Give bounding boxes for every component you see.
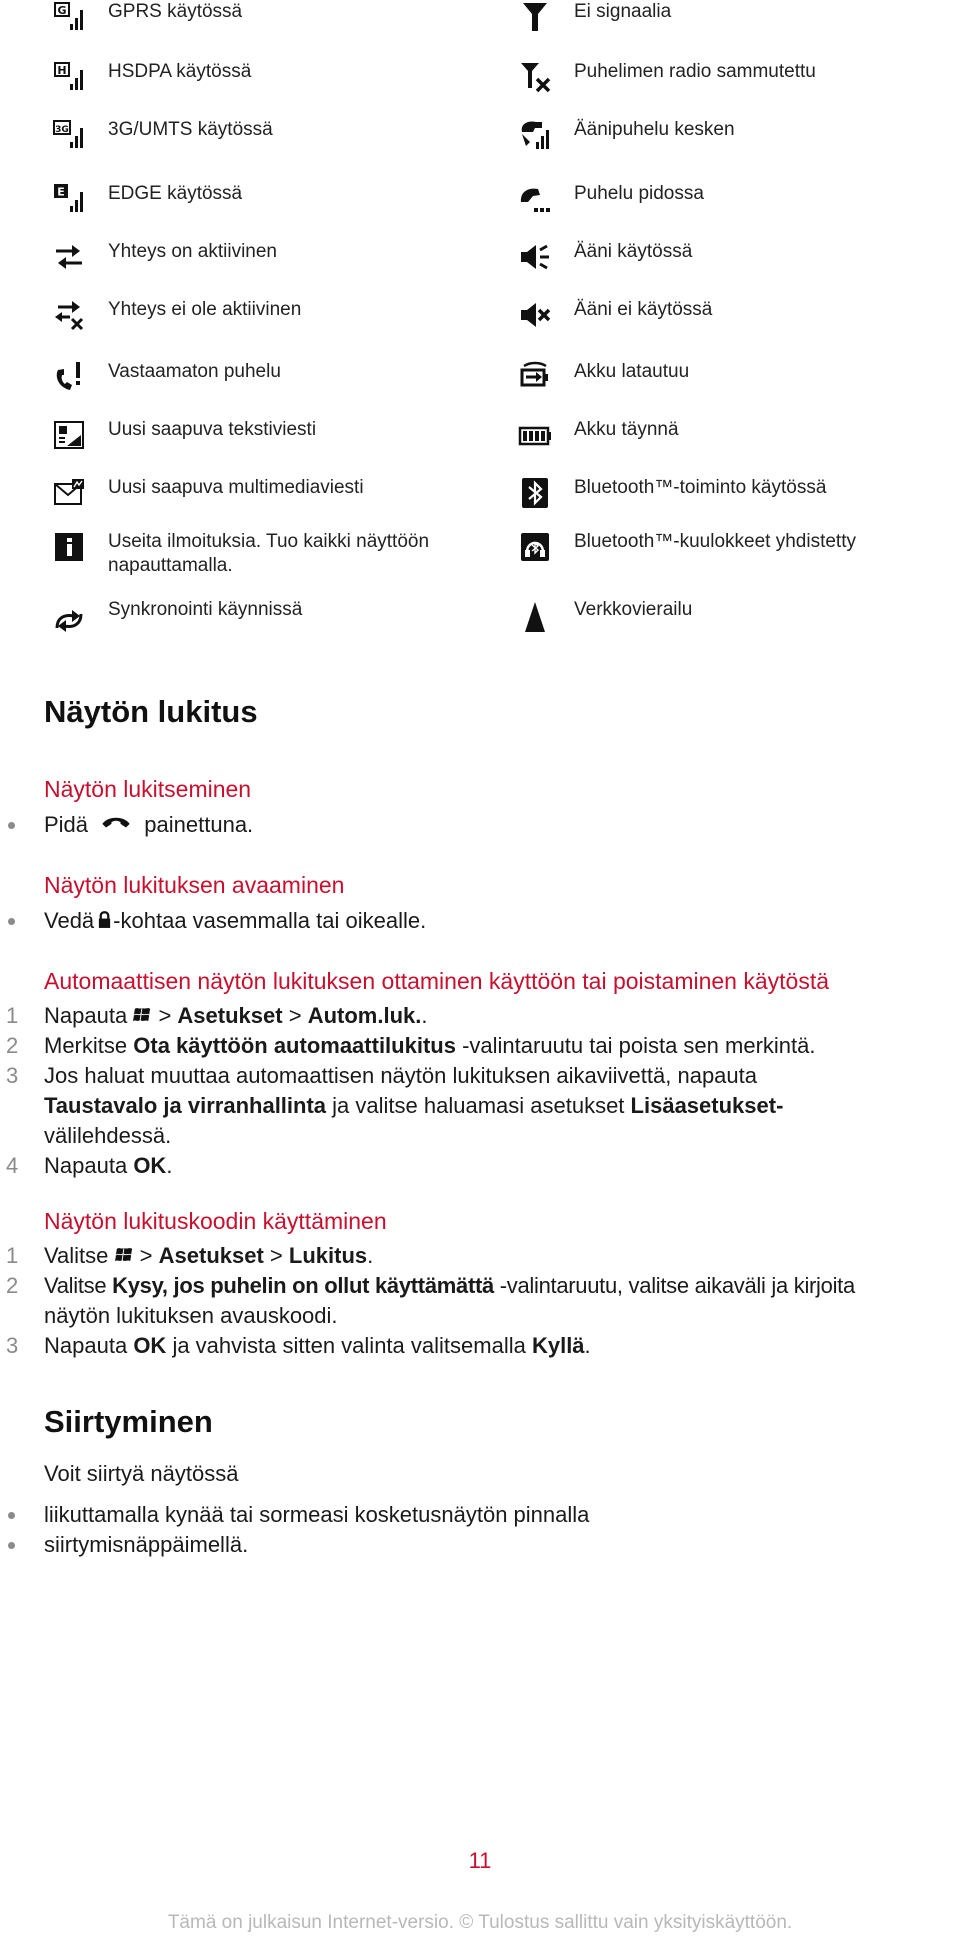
legend-row-gprs (52, 0, 438, 34)
radio-off-icon (518, 60, 552, 94)
legend-row-sound-off (518, 298, 904, 332)
navigation-intro: Voit siirtyä näytössä (44, 1461, 239, 1486)
auto-lock-step-1: Napauta > Asetukset > Autom.luk.. (44, 1002, 427, 1031)
bluetooth-headset-icon (518, 530, 552, 564)
step-number: 2 (6, 1033, 19, 1058)
info-icon (52, 530, 86, 564)
sound-off-icon (518, 298, 552, 332)
legend-row-radio-off (518, 60, 904, 94)
section-heading-screen-lock: Näytön lukitus (44, 694, 258, 729)
legend-label: Verkkovierailu (574, 599, 693, 620)
legend-label: Vastaamaton puhelu (108, 361, 281, 382)
legend-label: Uusi saapuva multimediaviesti (108, 477, 364, 498)
legend-label: Äänipuhelu kesken (574, 119, 735, 140)
connection-inactive-icon (52, 298, 86, 332)
subheading-lock-code: Näytön lukituskoodin käyttäminen (44, 1208, 387, 1234)
legend-row-bluetooth (518, 476, 904, 510)
lock-code-step-2-line-1: Valitse Kysy, jos puhelin on ollut käyttämättä -valintaruutu, valitse aikaväli ja kirjoita (44, 1273, 855, 1298)
end-call-key-icon (94, 812, 138, 840)
subheading-unlock: Näytön lukituksen avaaminen (44, 872, 345, 898)
auto-lock-step-3-line-1: Jos haluat muuttaa automaattisen näytön lukituksen aikaviivettä, napauta (44, 1063, 758, 1088)
auto-lock-step-3-line-3: välilehdessä. (44, 1123, 172, 1148)
legend-row-edge (52, 182, 438, 216)
windows-start-icon (115, 1243, 134, 1271)
legend-label: Akku täynnä (574, 419, 679, 440)
bullet-marker (8, 1512, 15, 1519)
navigation-bullet: siirtymisnäppäimellä. (44, 1532, 249, 1557)
lock-code-step-2-line-2: näytön lukituksen avauskoodi. (44, 1303, 338, 1328)
svg-text:H: H (57, 64, 67, 77)
legend-row-new-sms (52, 418, 438, 452)
bullet-marker (8, 822, 15, 829)
legend-row-new-mms (52, 476, 438, 510)
legend-row-3g (52, 118, 438, 152)
lock-code-step-1: Valitse > Asetukset > Lukitus. (44, 1242, 373, 1271)
legend-label: Yhteys on aktiivinen (108, 241, 277, 262)
3g-umts-icon (52, 118, 86, 152)
auto-lock-step-2: Merkitse Ota käyttöön automaattilukitus -valintaruutu tai poista sen merkintä. (44, 1033, 816, 1058)
connection-active-icon (52, 240, 86, 274)
auto-lock-step-3-line-2: Taustavalo ja virranhallinta ja valitse haluamasi asetukset Lisäasetukset- (44, 1093, 784, 1118)
legend-label: Ääni ei käytössä (574, 299, 713, 320)
step-number: 3 (6, 1333, 19, 1358)
legend-label: GPRS käytössä (108, 1, 243, 22)
svg-text:3G: 3G (55, 125, 69, 135)
legend-row-info (52, 530, 468, 578)
lock-code-step-3: Napauta OK ja vahvista sitten valinta valitsemalla Kyllä. (44, 1333, 591, 1358)
navigation-bullet: liikuttamalla kynää tai sormeasi kosketusnäytön pinnalla (44, 1502, 590, 1527)
call-on-hold-icon (518, 182, 552, 216)
roaming-icon (518, 600, 552, 634)
legend-label: EDGE käytössä (108, 183, 243, 204)
step-number: 1 (6, 1003, 19, 1028)
legend-row-sync (52, 598, 438, 638)
auto-lock-step-4: Napauta OK. (44, 1153, 173, 1178)
hsdpa-icon (52, 60, 86, 94)
battery-full-icon (518, 418, 552, 452)
footer-notice: Tämä on julkaisun Internet-versio. © Tulostus sallittu vain yksityiskäyttöön. (167, 1912, 793, 1933)
legend-label: Uusi saapuva tekstiviesti (108, 419, 317, 440)
bluetooth-icon (518, 476, 552, 510)
legend-label: 3G/UMTS käytössä (108, 119, 273, 140)
legend-label: Puhelu pidossa (574, 183, 704, 204)
sync-icon (52, 604, 86, 638)
legend-row-voice-call (518, 118, 904, 152)
step-number: 1 (6, 1243, 19, 1268)
svg-text:E: E (57, 185, 65, 199)
voice-call-active-icon (518, 118, 552, 152)
new-mms-icon (52, 476, 86, 510)
legend-label: HSDPA käytössä (108, 61, 252, 82)
legend-row-battery-full (518, 418, 904, 452)
step-number: 2 (6, 1273, 19, 1298)
legend-label: Ääni käytössä (574, 241, 693, 262)
legend-label: Synkronointi käynnissä (108, 599, 303, 620)
legend-row-sound-on (518, 240, 904, 274)
lock-icon (97, 908, 112, 936)
legend-row-connection-active (52, 240, 438, 274)
section-heading-navigation: Siirtyminen (44, 1404, 213, 1439)
subheading-lock: Näytön lukitseminen (44, 776, 252, 802)
legend-label: Akku latautuu (574, 361, 690, 382)
legend-row-missed-call (52, 360, 438, 394)
subheading-auto-lock: Automaattisen näytön lukituksen ottaminen käyttöön tai poistaminen käytöstä (44, 968, 830, 994)
legend-row-call-hold (518, 182, 904, 216)
step-number: 4 (6, 1153, 19, 1178)
page-number: 11 (468, 1848, 492, 1873)
legend-row-hsdpa (52, 60, 438, 94)
legend-label: Ei signaalia (574, 1, 672, 22)
legend-row-battery-charging (518, 360, 904, 394)
sound-on-icon (518, 240, 552, 274)
missed-call-icon (52, 360, 86, 394)
step-number: 3 (6, 1063, 19, 1088)
legend-label: Useita ilmoituksia. Tuo kaikki näyttöön napauttamalla. (108, 531, 430, 576)
legend-label: Bluetooth™-kuulokkeet yhdistetty (574, 531, 856, 552)
bullet-marker (8, 1542, 15, 1549)
legend-label: Puhelimen radio sammutettu (574, 61, 816, 82)
bullet-marker (8, 918, 15, 925)
windows-start-icon (133, 1003, 152, 1031)
legend-label: Bluetooth™-toiminto käytössä (574, 477, 827, 498)
legend-row-connection-inactive (52, 298, 438, 332)
battery-charging-icon (518, 360, 552, 394)
edge-icon (52, 182, 86, 216)
legend-row-no-signal (518, 0, 904, 34)
svg-text:G: G (57, 4, 67, 17)
no-signal-icon (518, 0, 552, 34)
unlock-instruction: Vedä -kohtaa vasemmalla tai oikealle. (44, 907, 426, 936)
new-sms-icon (52, 418, 86, 452)
lock-instruction: Pidä painettuna. (44, 811, 253, 840)
legend-row-roaming (518, 598, 904, 634)
gprs-icon (52, 0, 86, 34)
legend-row-bluetooth-headset (518, 530, 904, 564)
legend-label: Yhteys ei ole aktiivinen (108, 299, 302, 320)
